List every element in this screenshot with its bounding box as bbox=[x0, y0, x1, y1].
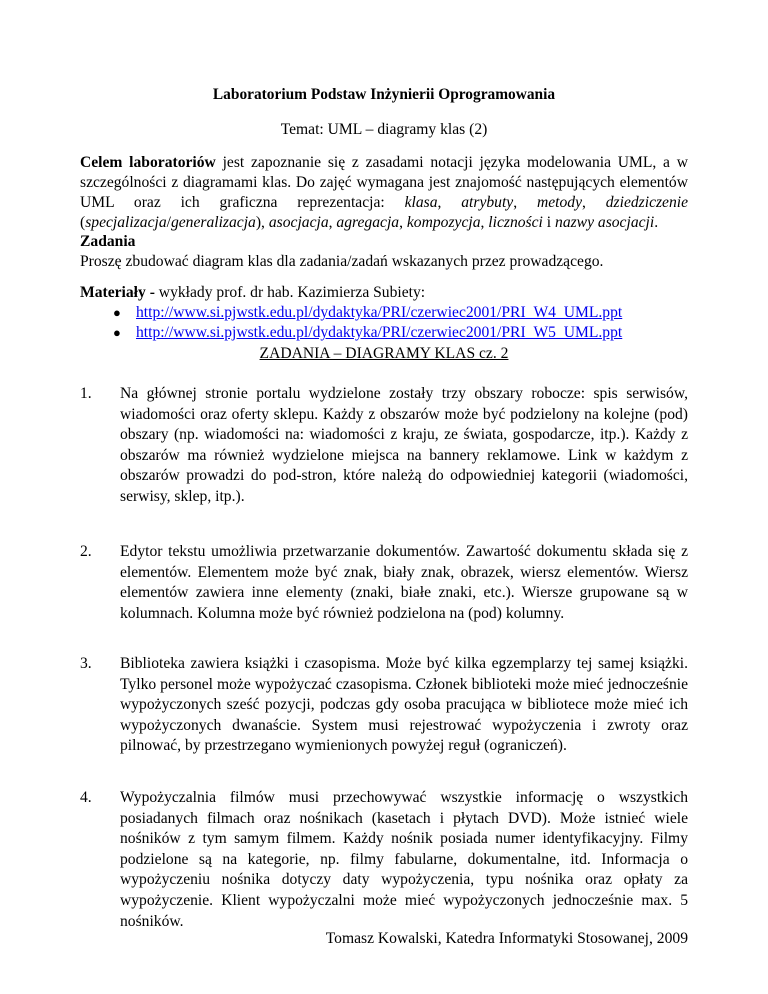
exercise-text: Biblioteka zawiera książki i czasopisma. Może być kilka egzemplarzy tej samej książki. Tylko personel może wypożyczać czasopisma. Członek biblioteki może mieć jednocześnie wypożyczonych sześć pozycji, podczas gdy osoba pracująca w bibliotece może mieć ich wypożyczonych dwanaście. System musi rejestrować wypożyczenia i zwroty oraz pilnować, by przestrzegano wymienionych powyżej reguł (ograniczeń). bbox=[120, 655, 688, 755]
term-klasa: klasa bbox=[404, 194, 438, 211]
intro-sep: , bbox=[328, 214, 337, 231]
materials-label: Materiały - bbox=[80, 284, 155, 301]
lecture-link-w4[interactable]: http://www.si.pjwstk.edu.pl/dydaktyka/PRI/czerwiec2001/PRI_W4_UML.ppt bbox=[136, 304, 623, 321]
term-dziedziczenie: dziedziczenie bbox=[605, 194, 689, 211]
intro-sep: ), bbox=[255, 214, 269, 231]
exercise-3 bbox=[80, 654, 688, 757]
materials-intro bbox=[80, 283, 700, 303]
term-metody: metody bbox=[536, 194, 582, 211]
exercise-number: 3. bbox=[80, 655, 92, 672]
tasks-text: Proszę zbudować diagram klas dla zadania/zadań wskazanych przez prowadzącego. bbox=[80, 253, 604, 270]
intro-sep: . bbox=[654, 214, 659, 231]
materials-link-list bbox=[80, 303, 700, 343]
term-generalizacja: generalizacja bbox=[170, 214, 256, 231]
materials-section bbox=[80, 283, 700, 343]
term-kompozycja: kompozycja bbox=[406, 214, 481, 231]
tasks-heading: Zadania bbox=[80, 233, 136, 250]
exercise-1 bbox=[80, 384, 688, 508]
term-atrybuty: atrybuty bbox=[461, 194, 514, 211]
materials-text: wykłady prof. dr hab. Kazimierza Subiety: bbox=[154, 284, 426, 301]
intro-sep: i bbox=[542, 214, 556, 231]
exercise-text: Edytor tekstu umożliwia przetwarzanie dokumentów. Zawartość dokumentu składa się z elementów. Elementem może być znak, biały znak, obrazek, wiersz elementów. Wiersz elementów zawiera inne elementy (znaki, białe znaki, etc.). Wiersze grupowane są w kolumnach. Kolumna może być również podzielona na (pod) kolumny. bbox=[120, 543, 688, 622]
term-licznosci: liczności bbox=[488, 214, 543, 231]
intro-sep: , bbox=[399, 214, 407, 231]
intro-sep: , bbox=[480, 214, 489, 231]
term-nazwy-asocjacji: nazwy asocjacji bbox=[555, 214, 655, 231]
intro-sep: , bbox=[582, 194, 606, 211]
exercise-number: 4. bbox=[80, 789, 92, 806]
lecture-link-w5[interactable]: http://www.si.pjwstk.edu.pl/dydaktyka/PRI/czerwiec2001/PRI_W5_UML.ppt bbox=[136, 324, 623, 341]
list-item bbox=[80, 303, 700, 323]
list-item bbox=[80, 323, 700, 343]
document-footer: Tomasz Kowalski, Katedra Informatyki Stosowanej, 2009 bbox=[325, 930, 688, 947]
intro-sep: / bbox=[166, 214, 171, 231]
intro-sep: , bbox=[513, 194, 537, 211]
bullet-icon: ● bbox=[113, 325, 121, 340]
term-asocjacja: asocjacja bbox=[268, 214, 329, 231]
section-heading: ZADANIA – DIAGRAMY KLAS cz. 2 bbox=[259, 345, 509, 362]
document-title: Laboratorium Podstaw Inżynierii Oprogramowania bbox=[212, 86, 556, 103]
exercise-text: Wypożyczalnia filmów musi przechowywać wszystkie informację o wszystkich posiadanych filmach oraz nośnikach (kasetach i płytach DVD). Może istnieć wiele nośników z tym samym filmem. Każdy nośnik posiada numer identyfikacyjny. Filmy podzielone są na kategorie, np. filmy fabularne, dokumentalne, itd. Informacja o wypożyczeniu nośnika dotyczy daty wypożyczenia, typu nośnika oraz opłaty za wypożyczenie. Klient wypożyczalni może mieć wypożyczonych jednocześnie max. 5 nośników. bbox=[120, 789, 688, 930]
exercise-2 bbox=[80, 542, 688, 624]
intro-lead: Celem laboratoriów bbox=[80, 154, 216, 171]
tasks-section bbox=[80, 232, 688, 272]
exercise-number: 1. bbox=[80, 385, 92, 402]
intro-sep: , bbox=[437, 194, 462, 211]
intro-sep: ( bbox=[80, 214, 86, 231]
bullet-icon: ● bbox=[113, 305, 121, 320]
intro-paragraph bbox=[80, 153, 688, 233]
exercise-4 bbox=[80, 788, 688, 932]
term-specjalizacja: specjalizacja bbox=[85, 214, 167, 231]
exercise-number: 2. bbox=[80, 543, 92, 560]
document-subject: Temat: UML – diagramy klas (2) bbox=[280, 121, 488, 138]
term-agregacja: agregacja bbox=[336, 214, 400, 231]
intro-text: jest zapoznanie się z zasadami notacji języka modelowania UML, a w szczególności z diagramami klas. Do zajęć wymagana jest znajomość następujących elementów UML oraz ich graficzna reprezentacja: bbox=[80, 154, 688, 211]
exercise-text: Na głównej stronie portalu wydzielone zostały trzy obszary robocze: spis serwisów, wiadomości oraz oferty sklepu. Każdy z obszarów może być podzielony na kolejne (pod) obszary (np. wiadomości na: wiadomości z kraju, ze świata, gospodarcze, itp.). Każdy z obszarów ma również wydzielone miejsca na bannery reklamowe. Link w każdym z obszarów prowadzi do pod-stron, które należą do odpowiedniej kategorii (wiadomości, serwisy, sklep, itp.). bbox=[120, 385, 688, 505]
